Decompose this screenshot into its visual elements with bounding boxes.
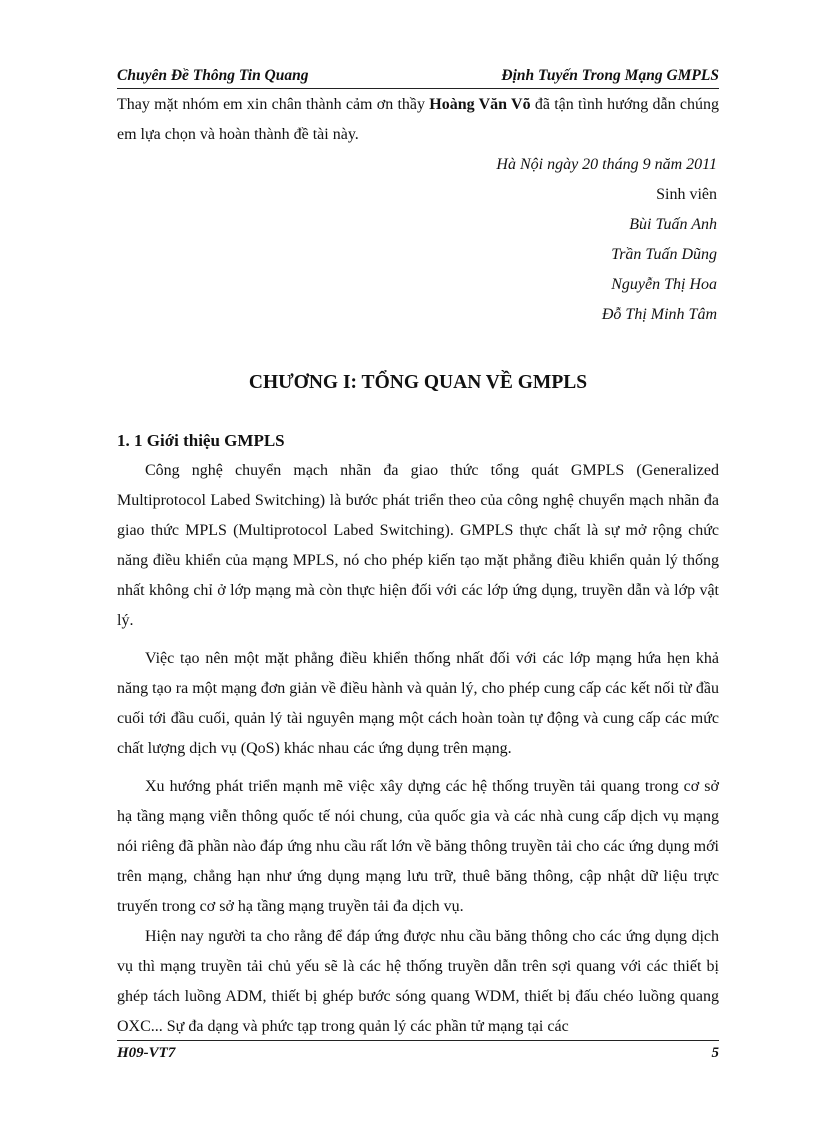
signature-title: Sinh viên xyxy=(656,186,717,203)
ack-text-pre: Thay mặt nhóm em xin chân thành cảm ơn thầy xyxy=(117,96,430,113)
student-name: Trần Tuấn Dũng xyxy=(611,246,717,263)
student-name: Đỗ Thị Minh Tâm xyxy=(601,306,717,323)
footer-left-code: H09-VT7 xyxy=(117,1045,176,1061)
acknowledgement-paragraph xyxy=(117,90,719,150)
signature-block xyxy=(117,150,719,330)
chapter-title: CHƯƠNG I: TỔNG QUAN VỀ GMPLS xyxy=(248,372,588,393)
page-number: 5 xyxy=(711,1045,719,1061)
page-footer xyxy=(117,1040,719,1067)
body-paragraph: Việc tạo nên một mặt phẳng điều khiển thống nhất đối với các lớp mạng hứa hẹn khả năng tạo ra một mạng đơn giản về điều hành và quản lý, cho phép cung cấp các kết nối từ đầu cuối tới đầu cuối, quản lý tài nguyên mạng một cách hoàn toàn tự động và cung cấp các mức chất lượng dịch vụ (QoS) khác nhau các ứng dụng trên mạng. xyxy=(117,650,719,757)
student-name: Nguyễn Thị Hoa xyxy=(611,276,717,293)
header-left-title: Chuyên Đề Thông Tin Quang xyxy=(117,67,309,84)
signature-date: Hà Nội ngày 20 tháng 9 năm 2011 xyxy=(496,156,717,173)
header-right-title: Định Tuyến Trong Mạng GMPLS xyxy=(501,67,719,84)
teacher-name: Hoàng Văn Võ xyxy=(429,96,531,113)
section-heading: 1. 1 Giới thiệu GMPLS xyxy=(117,431,285,450)
body-paragraph: Xu hướng phát triển mạnh mẽ việc xây dựng các hệ thống truyền tải quang trong cơ sở hạ tầng mạng viễn thông quốc tế nói chung, của quốc gia và các nhà cung cấp dịch vụ mạng nói riêng đã phần nào đáp ứng nhu cầu rất lớn về băng thông truyền tải cho các ứng dụng mới trên mạng, chẳng hạn như ứng dụng mạng lưu trữ, thuê băng thông, cập nhật dữ liệu trực truyến trong cơ sở hạ tầng mạng truyền tải đa dịch vụ. xyxy=(117,778,719,915)
page-content xyxy=(117,90,719,1042)
ack-text-post: đã tận tình hướng dẫn chúng em lựa chọn và hoàn thành đề tài này. xyxy=(117,96,719,143)
body-paragraph: Hiện nay người ta cho rằng để đáp ứng được nhu cầu băng thông cho các ứng dụng dịch vụ thì mạng truyền tải chủ yếu sẽ là các hệ thống truyền dẫn trên sợi quang với các thiết bị ghép tách luồng ADM, thiết bị ghép bước sóng quang WDM, thiết bị đấu chéo luồng quang OXC... Sự đa dạng và phức tạp trong quản lý các phần tử mạng tại các xyxy=(117,928,719,1035)
student-name: Bùi Tuấn Anh xyxy=(629,216,717,233)
body-paragraph: Công nghệ chuyển mạch nhãn đa giao thức tổng quát GMPLS (Generalized Multiprotocol Labed Switching) là bước phát triển theo của công nghệ chuyển mạch nhãn đa giao thức MPLS (Multiprotocol Labed Switching). GMPLS thực chất là sự mở rộng chức năng điều khiển của mạng MPLS, nó cho phép kiến tạo mặt phẳng điều khiển quản lý thống nhất không chỉ ở lớp mạng mà còn thực hiện đối với các lớp ứng dụng, truyền dẫn và lớp vật lý. xyxy=(117,462,719,629)
page-header xyxy=(117,64,719,89)
